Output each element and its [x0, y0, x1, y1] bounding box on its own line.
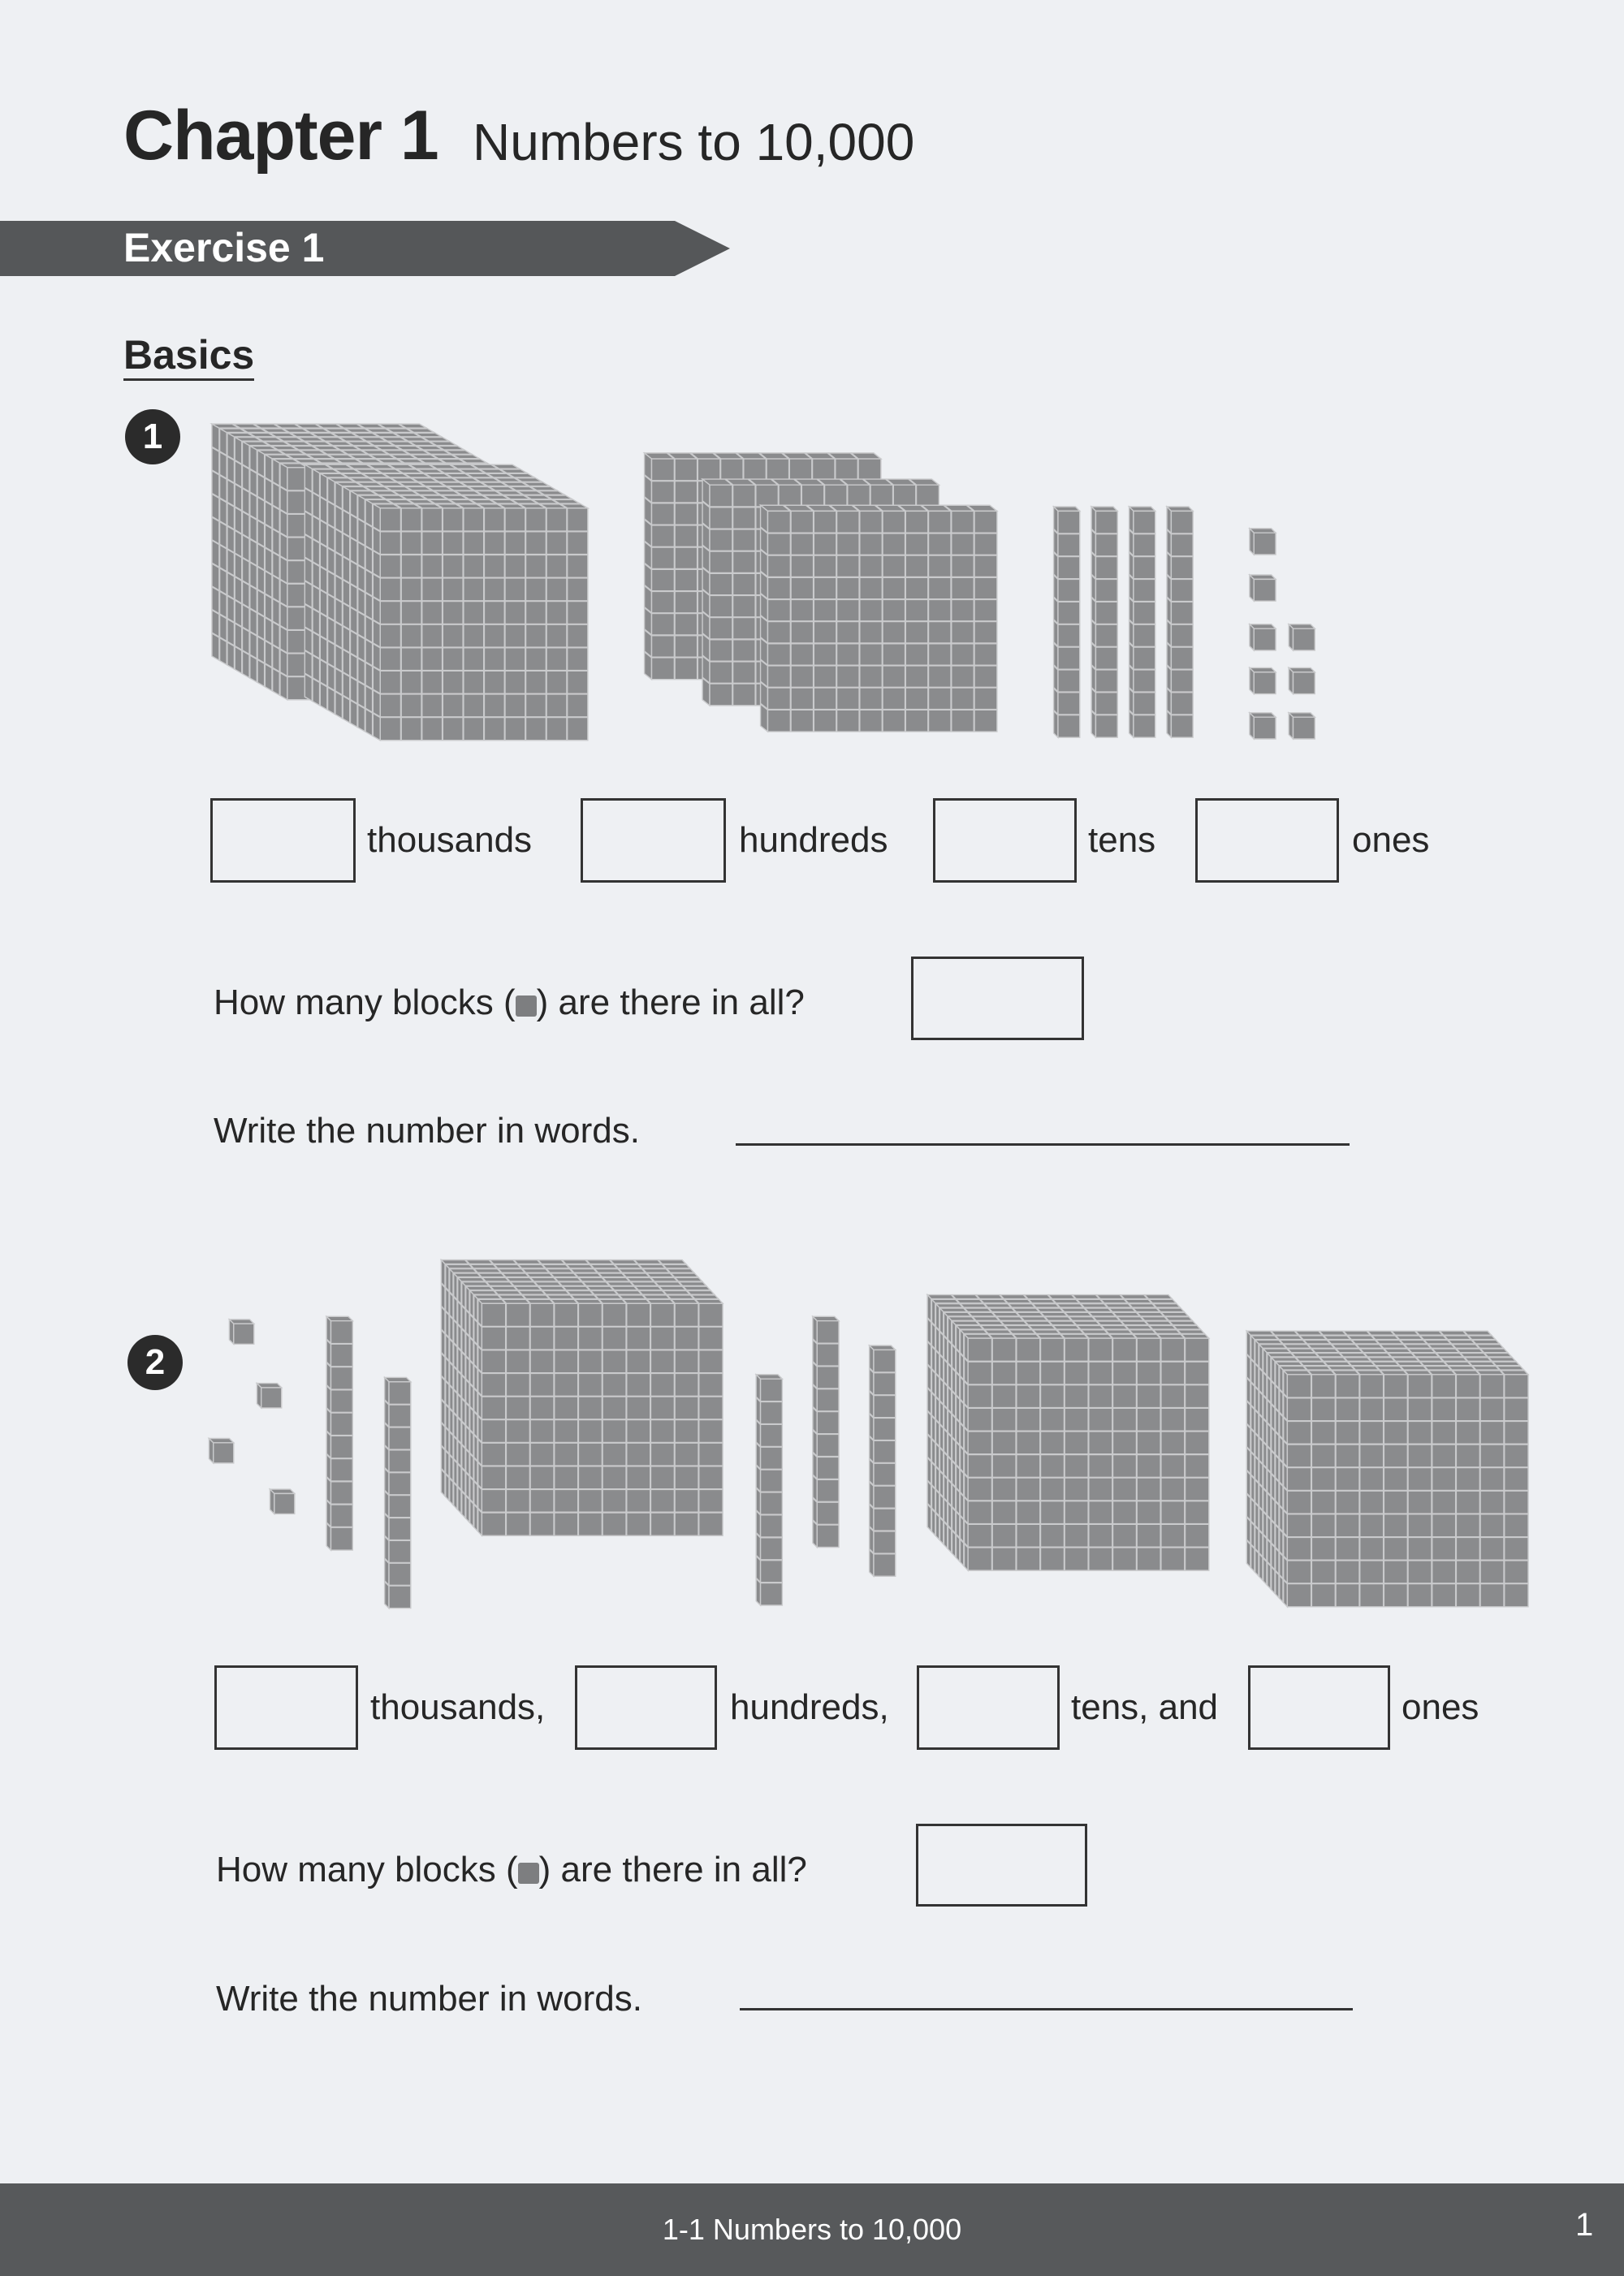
ten-rod: [326, 1316, 352, 1550]
ones-answer-box[interactable]: [1248, 1665, 1390, 1750]
ten-rod: [870, 1345, 896, 1576]
thousand-cube: [441, 1260, 723, 1536]
thousand-cube: [304, 464, 588, 741]
one-cube: [257, 1384, 281, 1408]
total-answer-box[interactable]: [916, 1824, 1087, 1907]
unit-block-icon: [518, 1863, 539, 1884]
one-cube: [1289, 624, 1315, 650]
hundreds-answer-box[interactable]: [581, 798, 726, 883]
total-answer-box[interactable]: [911, 957, 1084, 1040]
hundreds-answer-box[interactable]: [575, 1665, 717, 1750]
hundreds-label: hundreds,: [730, 1687, 889, 1727]
words-answer-line[interactable]: [736, 1143, 1350, 1146]
how-many-prompt: [214, 983, 805, 1023]
thousands-label: thousands: [367, 820, 533, 860]
page-number: 1: [1575, 2207, 1594, 2243]
question-number-1: 1: [125, 409, 180, 464]
words-answer-line[interactable]: [740, 2008, 1353, 2010]
prompt-text-end: ) are there in all?: [536, 983, 805, 1022]
thousands-label: thousands,: [370, 1687, 546, 1727]
exercise-label: Exercise 1: [123, 225, 325, 270]
tens-label: tens, and: [1071, 1687, 1219, 1727]
ten-rod: [385, 1377, 411, 1608]
thousands-answer-box[interactable]: [210, 798, 356, 883]
unit-block-icon: [516, 995, 537, 1017]
chapter-label: Chapter 1: [123, 97, 438, 175]
one-cube: [1250, 713, 1276, 739]
one-cube: [1250, 575, 1276, 601]
hundred-flat: [761, 505, 997, 732]
thousand-cube: [927, 1295, 1209, 1571]
one-cube: [209, 1438, 233, 1462]
footer-title: 1-1 Numbers to 10,000: [662, 2213, 962, 2246]
thousand-cube: [1246, 1331, 1528, 1607]
words-prompt: Write the number in words.: [214, 1111, 640, 1151]
one-cube: [1250, 667, 1276, 693]
tens-answer-box[interactable]: [933, 798, 1077, 883]
ones-label: ones: [1352, 820, 1430, 860]
words-prompt: Write the number in words.: [216, 1979, 642, 2019]
one-cube: [1289, 713, 1315, 739]
ones-answer-box[interactable]: [1195, 798, 1339, 883]
ten-rod: [1167, 507, 1193, 737]
one-cube: [270, 1489, 294, 1514]
one-cube: [1250, 624, 1276, 650]
prompt-text: How many blocks (: [214, 983, 516, 1022]
one-cube: [1250, 529, 1276, 555]
ten-rod: [1091, 507, 1117, 737]
hundreds-label: hundreds: [739, 820, 888, 860]
thousands-answer-box[interactable]: [214, 1665, 358, 1750]
question-number-2: 2: [127, 1335, 183, 1390]
how-many-prompt: [216, 1850, 807, 1890]
ten-rod: [1129, 507, 1155, 737]
ten-rod: [813, 1316, 839, 1547]
ten-rod: [1054, 507, 1080, 737]
prompt-text-end: ) are there in all?: [538, 1850, 807, 1889]
tens-label: tens: [1088, 820, 1156, 860]
tens-answer-box[interactable]: [917, 1665, 1060, 1750]
prompt-text: How many blocks (: [216, 1850, 518, 1889]
one-cube: [1289, 667, 1315, 693]
section-heading: Basics: [123, 331, 254, 381]
chapter-title: Numbers to 10,000: [473, 113, 915, 171]
one-cube: [229, 1319, 253, 1344]
ones-label: ones: [1402, 1687, 1479, 1727]
ten-rod: [756, 1375, 782, 1605]
